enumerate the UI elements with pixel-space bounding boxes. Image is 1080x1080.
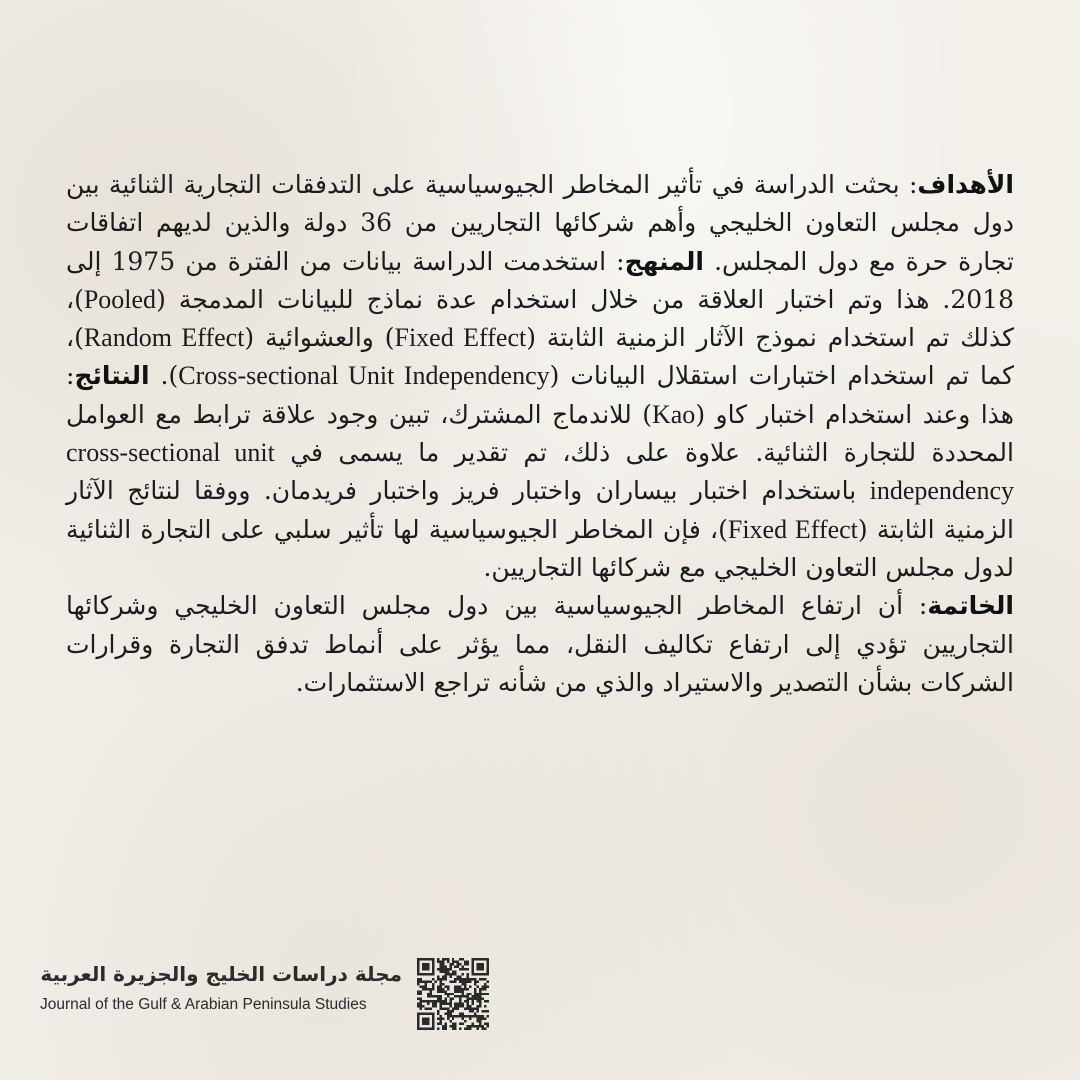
conclusion-paragraph (66, 587, 1014, 702)
results-text-3: باستخدام اختبار بيساران واختبار فريز واختبار فريدمان. ووفقا لنتائج الآثار الزمنية الثابتة ( (66, 476, 1014, 544)
results-text-4: )، فإن المخاطر الجيوسياسية لها تأثير سلبي على التجارة الثنائية لدول مجلس التعاون الخليجي مع شركائها التجاريين. (66, 514, 1014, 582)
method-text-5: ). (149, 361, 179, 391)
term-fixed-effect: Fixed Effect (394, 323, 527, 353)
conclusion-text: : أن ارتفاع المخاطر الجيوسياسية بين دول مجلس التعاون الخليجي وشركائها التجاريين تؤدي إلى ارتفاع تكاليف النقل، مما يؤثر على أنماط تدفق التجارة وقرارات الشركات بشأن التصدير والاستيراد والذي من شأنه تراجع الاستثمارات. (66, 591, 1014, 697)
objectives-text: : بحثت الدراسة في تأثير المخاطر الجيوسياسية على التدفقات التجارية الثنائية بين دول مجلس التعاون الخليجي وأهم شركائها التجاريين من 36 دولة والذين لديهم اتفاقات تجارة حرة مع دول المجلس. (66, 170, 1014, 276)
method-text-4: )، كما تم استخدام اختبارات استقلال البيانات ( (66, 323, 1014, 391)
term-random-effect: Random Effect (83, 323, 245, 353)
term-kao: Kao (651, 399, 696, 429)
results-label: النتائج (74, 361, 150, 391)
abstract-body (66, 166, 1014, 702)
journal-name-arabic: مجلة دراسات الخليج والجزيرة العربية (40, 962, 402, 986)
method-text-1: : استخدمت الدراسة بيانات من الفترة من 1975 إلى 2018. هذا وتم اختبار العلاقة من خلال استخدام عدة نماذج للبيانات المدمجة ( (66, 246, 1014, 314)
term-fixed-effect-2: Fixed Effect (727, 514, 858, 544)
method-text-2: )، كذلك تم استخدام نموذج الآثار الزمنية الثابتة ( (66, 284, 1014, 353)
results-text-1: : هذا وعند استخدام اختبار كاو ( (66, 361, 1014, 429)
term-pooled: Pooled (83, 284, 157, 314)
conclusion-label: الخاتمة (927, 591, 1014, 621)
journal-footer (40, 956, 500, 1030)
journal-name-english: Journal of the Gulf & Arabian Peninsula Studies (40, 996, 367, 1013)
results-text-2: ) للاندماج المشترك، تبين وجود علاقة ترابط مع العوامل المحددة للتجارة الثنائية. علاوة على ذلك، تم تقدير ما يسمى في (66, 399, 1014, 468)
abstract-paragraph (66, 166, 1014, 587)
method-text-3: ) والعشوائية ( (244, 323, 395, 353)
term-cross-sectional-lower: cross-sectional unit independency (66, 438, 1014, 506)
method-label: المنهج (624, 246, 705, 276)
qr-code-icon (417, 958, 489, 1030)
term-cross-sectional: Cross-sectional Unit Independency (178, 361, 550, 391)
objectives-label: الأهداف (917, 170, 1014, 199)
